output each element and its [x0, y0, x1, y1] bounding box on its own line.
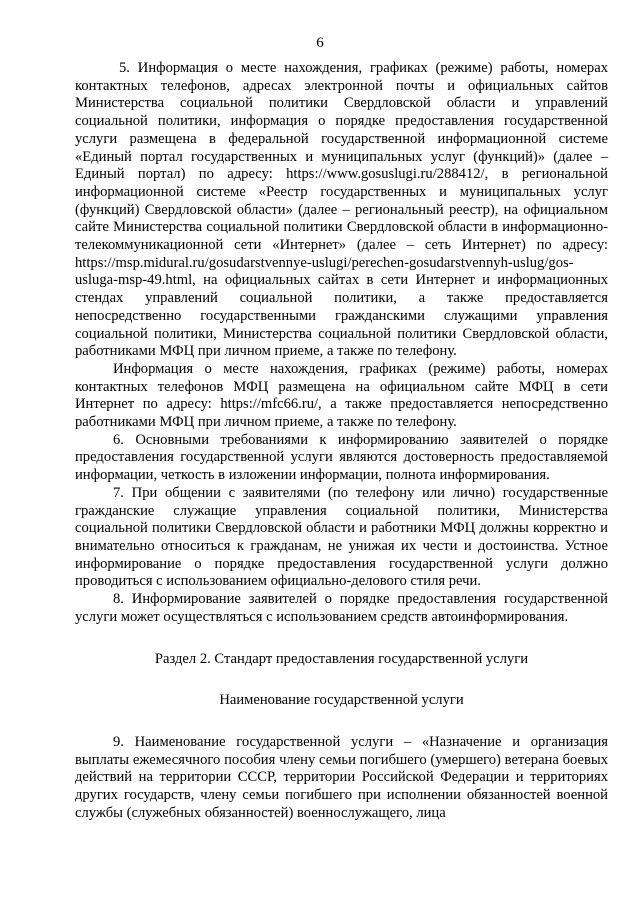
document-body [75, 60, 608, 822]
subsection-title: Наименование государственной услуги [219, 692, 464, 709]
section-title: Раздел 2. Стандарт предоставления государственной услуги [154, 650, 529, 667]
paragraph-7: 7. При общении с заявителями (по телефону или лично) государственные гражданские служащие управления социальной политики, Министерства социальной политики Свердловской области и работники МФЦ должны корректно и внимательно относиться к гражданам, не унижая их чести и достоинства. Устное информирование о порядке предоставления государственной услуги должно проводиться с использованием официально-делового стиля речи. [75, 484, 608, 590]
paragraph-6: 6. Основными требованиями к информированию заявителей о порядке предоставления государственной услуги являются достоверность предоставляемой информации, четкость в изложении информации, полнота информирования. [75, 431, 608, 484]
paragraph-5: 5. Информация о месте нахождения, графиках (режиме) работы, номерах контактных телефонов, адресах электронной почты и официальных сайтов Министерства социальной политики Свердловской области и управлений социальной политики, информация о порядке предоставления государственной услуги размещена в федеральной государственной информационной системе «Единый портал государственных и муниципальных услуг (функций)» (далее – Единый портал) по адресу: https://www.gosuslugi.ru/288412/, в региональной информационной системе «Реестр государственных и муниципальных услуг (функций) Свердловской области» (далее – региональный реестр), на официальном сайте Министерства социальной политики Свердловской области в информационно-телекоммуникационной сети «Интернет» (далее – сеть Интернет) по адресу: https://msp.midural.ru/gosudarstvennye-uslugi/perechen-gosudarstvennyh-uslug/gos-usluga-msp-49.html, на официальных сайтах в сети Интернет и информационных стендах управлений социальной политики, а также предоставляется непосредственно государственными гражданскими служащими управления социальной политики, Министерства социальной политики Свердловской области, работниками МФЦ при личном приеме, а также по телефону. [75, 60, 608, 360]
paragraph-9: 9. Наименование государственной услуги – «Назначение и организация выплаты ежемесячного пособия члену семьи погибшего (умершего) ветерана боевых действий на территории СССР, территории Российской Федерации и территориях других государств, члену семьи погибшего при исполнении обязанностей военной службы (служебных обязанностей) военнослужащего, лица [75, 733, 608, 821]
paragraph-8: 8. Информирование заявителей о порядке предоставления государственной услуги может осуществляться с использованием средств автоинформирования. [75, 591, 608, 625]
page-number: 6 [316, 35, 324, 51]
paragraph-mfc-info: Информация о месте нахождения, графиках (режиме) работы, номерах контактных телефонов МФЦ размещена на официальном сайте МФЦ в сети Интернет по адресу: https://mfc66.ru/, а также предоставляется непосредственно работниками МФЦ при личном приеме, а также по телефону. [75, 360, 608, 431]
